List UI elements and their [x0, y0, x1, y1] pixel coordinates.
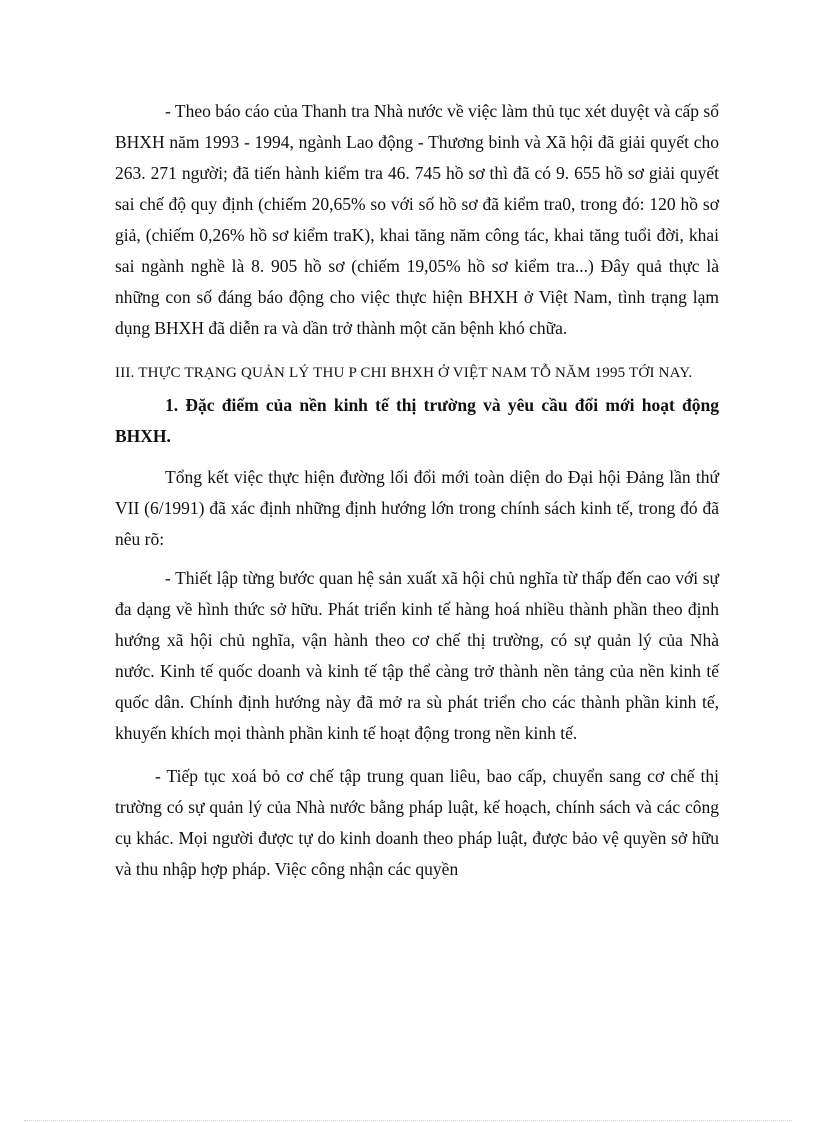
paragraph-party-congress: Tổng kết việc thực hiện đường lối đổi mới toàn diện do Đại hội Đảng lần thứ VII (6/1991) đã xác định những định hướng lớn trong chính sách kinh tế, trong đó đã nêu rõ: [115, 467, 719, 549]
spacer [115, 555, 719, 563]
paragraph-market-mechanism: - Tiếp tục xoá bỏ cơ chế tập trung quan liêu, bao cấp, chuyển sang cơ chế thị trường có sự quản lý của Nhà nước bằng pháp luật, kế hoạch, chính sách và các công cụ khác. Mọi người được tự do kinh doanh theo pháp luật, được bảo vệ quyền sở hữu và thu nhập hợp pháp. Việc công nhận các quyền [115, 766, 719, 879]
subsection-heading: 1. Đặc điểm của nền kinh tế thị trường và yêu cầu đổi mới hoạt động BHXH. [115, 395, 719, 446]
page-bottom-divider [24, 1120, 792, 1121]
paragraph-production-relations: - Thiết lập từng bước quan hệ sản xuất xã hội chủ nghĩa từ thấp đến cao với sự đa dạng về hình thức sở hữu. Phát triển kinh tế hàng hoá nhiều thành phần theo định hướng xã hội chủ nghĩa, vận hành theo cơ chế thị trường, có sự quản lý của Nhà nước. Kinh tế quốc doanh và kinh tế tập thể càng trở thành nền tảng của nền kinh tế quốc dân. Chính định hướng này đã mở ra sù phát triển cho các thành phần kinh tế, khuyến khích mọi thành phần kinh tế hoạt động trong nền kinh tế. [115, 568, 719, 743]
paragraph-inspection-report: - Theo báo cáo của Thanh tra Nhà nước về việc làm thủ tục xét duyệt và cấp sổ BHXH năm 1993 - 1994, ngành Lao động - Thương binh và Xã hội đã giải quyết cho 263. 271 người; đã tiến hành kiểm tra 46. 745 hồ sơ thì đã có 9. 655 hồ sơ giải quyết sai chế độ quy định (chiếm 20,65% so với số hồ sơ đã kiểm tra0, trong đó: 120 hồ sơ giả, (chiếm 0,26% hồ sơ kiểm traK), khai tăng năm công tác, khai tăng tuổi đời, khai sai ngành nghề là 8. 905 hồ sơ (chiếm 19,05% hồ sơ kiểm tra...) Đây quả thực là những con số đáng báo động cho việc thực hiện BHXH ở Việt Nam, tình trạng lạm dụng BHXH đã diễn ra và dần trở thành một căn bệnh khó chữa. [115, 101, 719, 338]
spacer [115, 344, 719, 352]
spacer [115, 749, 719, 761]
section-heading: III. THỰC TRẠNG QUẢN LÝ THU P CHI BHXH Ở VIỆT NAM TỖ NĂM 1995 TỚI NAY. [115, 365, 693, 381]
document-page [115, 96, 719, 885]
